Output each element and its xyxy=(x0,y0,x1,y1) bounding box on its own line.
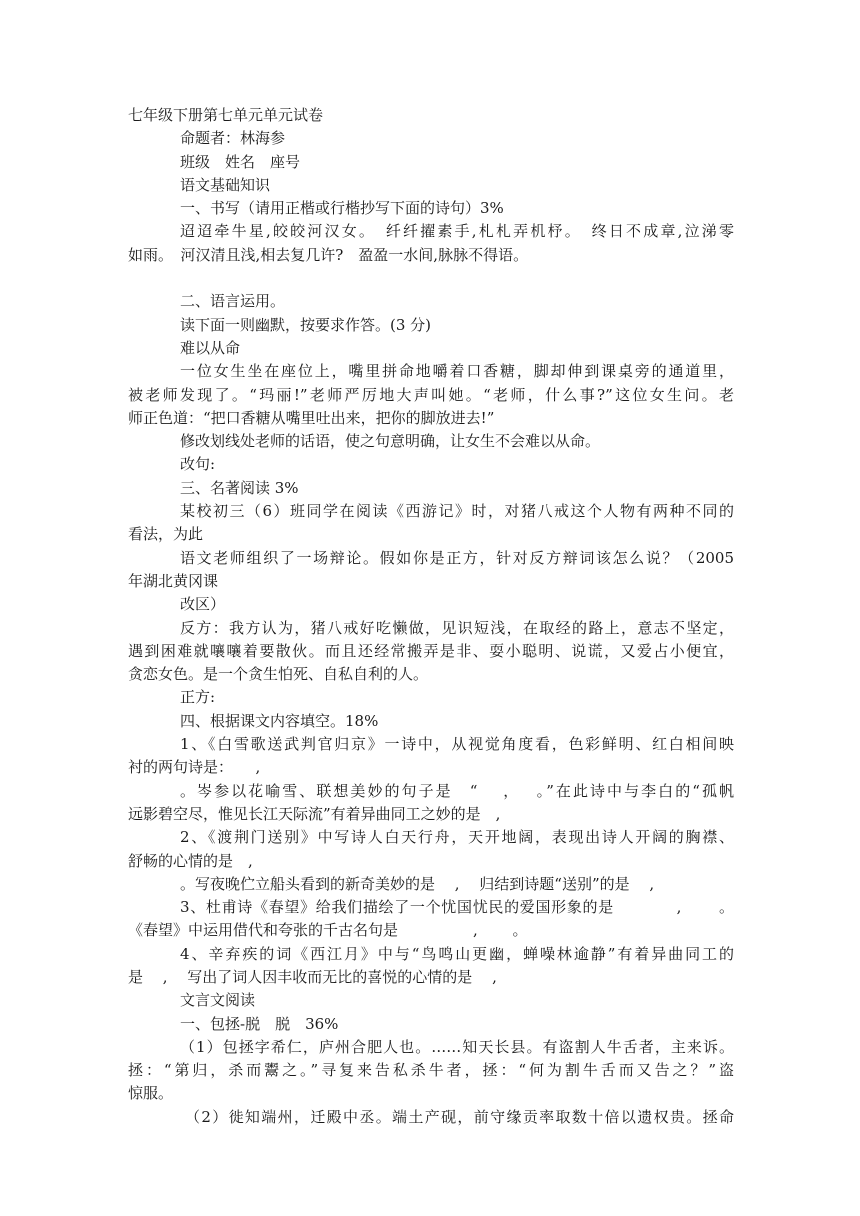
spacer xyxy=(128,267,734,290)
classical-1-paragraph-line: （1）包拯字希仁，庐州合肥人也。……知天长县。有盗割人牛舌者，主来诉。 xyxy=(180,1037,734,1056)
question-4-2-line: 2、《渡荆门送别》中写诗人白天行舟，天开地阔，表现出诗人开阔的胸襟、 xyxy=(180,828,734,847)
exam-title: 七年级下册第七单元单元试卷 xyxy=(128,106,324,124)
question-2-instruction: 读下面一则幽默，按要求作答。(3 分) xyxy=(180,315,432,334)
classical-1-heading: 一、包拯-脱 脱 36% xyxy=(180,1014,339,1033)
question-4-1-line: 远影碧空尽，惟见长江天际流”有着异曲同工之妙的是 , xyxy=(128,804,501,823)
question-2-heading: 二、语言运用。 xyxy=(180,292,286,311)
question-4-3-line: 3、杜甫诗《春望》给我们描绘了一个忧国忧民的爱国形象的是 , 。 xyxy=(180,898,734,917)
question-4-1-line: 1、《白雪歌送武判官归京》一诗中，从视觉角度看，色彩鲜明、红白相间映 xyxy=(180,735,734,754)
question-4-heading: 四、根据课文内容填空。18% xyxy=(180,711,379,730)
question-4-1-line: 衬的两句诗是： , xyxy=(128,758,261,777)
classical-1-paragraph-line: （2）徙知端州，迁殿中丞。端土产砚，前守缘贡率取数十倍以遗权贵。拯命 xyxy=(185,1107,734,1126)
section-heading-classical: 文言文阅读 xyxy=(180,991,256,1010)
question-2-story-title: 难以从命 xyxy=(180,338,241,357)
classical-1-paragraph-line: 惊服。 xyxy=(128,1084,174,1103)
class-name-seat-line: 班级 姓名 座号 xyxy=(180,152,301,171)
question-1-poem-line: 迢迢牵牛星,皎皎河汉女。 纤纤擢素手,札札弄机杼。 终日不成章,泣涕零 xyxy=(180,222,734,241)
section-heading-basics: 语文基础知识 xyxy=(180,175,271,194)
question-3-line: 语文老师组织了一场辩论。假如你是正方，针对反方辩词该怎么说？（2005 xyxy=(180,548,734,567)
question-4-2-line: 舒畅的心情的是 , xyxy=(128,851,253,870)
question-2-story-line: 被老师发现了。“玛丽!”老师严厉地大声叫她。“老师，什么事?”这位女生问。老 xyxy=(128,385,734,404)
question-3-line: 某校初三（6）班同学在阅读《西游记》时，对猪八戒这个人物有两种不同的 xyxy=(180,502,734,521)
question-2-answer-label: 改句: xyxy=(180,455,216,474)
question-3-line: 看法，为此 xyxy=(128,525,204,544)
question-2-task: 修改划线处老师的话语，使之句意明确，让女生不会难以从命。 xyxy=(180,432,601,451)
question-3-heading: 三、名著阅读 3% xyxy=(180,478,299,497)
question-4-2-line: 。写夜晚伫立船头看到的新奇美妙的是 , 归结到诗题“送别”的是 , xyxy=(180,874,655,893)
author-line: 命题者：林海参 xyxy=(180,129,286,148)
question-1-poem-line: 如雨。 河汉清且浅,相去复几许? 盈盈一水间,脉脉不得语。 xyxy=(128,245,529,264)
question-2-story-line: 一位女生坐在座位上，嘴里拼命地嚼着口香糖，脚却伸到课桌旁的通道里， xyxy=(180,362,734,381)
question-4-3-line: 《春望》中运用借代和夸张的千古名句是 , 。 xyxy=(128,921,528,940)
document-body xyxy=(128,104,734,1129)
question-1-heading: 一、书写（请用正楷或行楷抄写下面的诗句）3% xyxy=(180,199,504,218)
question-4-1-line: 。岑参以花喻雪、联想美妙的句子是 “ ， 。”在此诗中与李白的“孤帆 xyxy=(180,781,734,800)
question-3-line: 年湖北黄冈课 xyxy=(128,571,219,590)
question-4-4-line: 是 , 写出了词人因丰收而无比的喜悦的心情的是 , xyxy=(128,967,497,986)
question-3-con-argument: 贪恋女色。是一个贪生怕死、自私自利的人。 xyxy=(128,665,429,684)
question-4-4-line: 4、辛弃疾的词《西江月》中与“鸟鸣山更幽，蝉噪林逾静”有着异曲同工的 xyxy=(180,944,734,963)
question-2-story-line: 师正色道：“把口香糖从嘴里吐出来，把你的脚放进去!” xyxy=(128,408,495,427)
question-3-con-argument: 遇到困难就嚷嚷着要散伙。而且还经常搬弄是非、耍小聪明、说谎，又爱占小便宜， xyxy=(128,641,734,660)
question-3-pro-label: 正方: xyxy=(180,688,216,707)
question-3-con-argument: 反方：我方认为，猪八戒好吃懒做，见识短浅，在取经的路上，意志不坚定， xyxy=(180,618,734,637)
question-3-line: 改区） xyxy=(180,595,226,614)
classical-1-paragraph-line: 拯：“第归，杀而鬻之。”寻复来告私杀牛者，拯：“何为割牛舌而又告之？”盗 xyxy=(128,1061,734,1080)
